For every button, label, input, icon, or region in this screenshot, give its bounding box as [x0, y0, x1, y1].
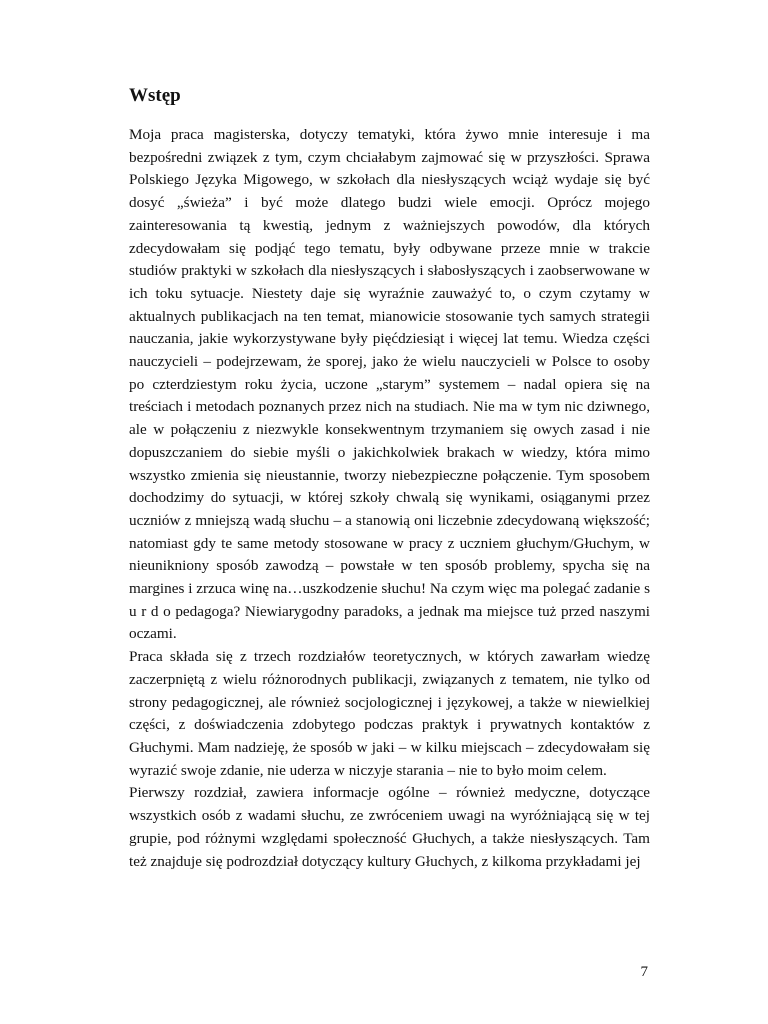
paragraph-2: Praca składa się z trzech rozdziałów teoretycznych, w których zawarłam wiedzę zaczerpniętą z wielu różnorodnych publikacji, związanych z tematem, nie tylko od strony pedagogicznej, ale również socjologicznej i językowej, a także w niewielkiej części, z doświadczenia zdobytego podczas praktyk i prywatnych kontaktów z Głuchymi. Mam nadzieję, że sposób w jaki – w kilku miejscach – zdecydowałam się wyrazić swoje zdanie, nie uderza w niczyje starania – nie to było moim celem.	[129, 648, 650, 779]
page-heading: Wstęp	[129, 85, 181, 106]
paragraph-1: Moja praca magisterska, dotyczy tematyki, która żywo mnie interesuje i ma bezpośredni związek z tym, czym chciałabym zajmować się w przyszłości. Sprawa Polskiego Języka Migowego, w szkołach dla niesłyszących wciąż wydaje się być dosyć „świeża” i być może dlatego budzi wiele emocji. Oprócz mojego zainteresowania tą kwestią, jednym z ważniejszych powodów, dla których zdecydowałam się podjąć tego tematu, były odbywane przeze mnie w trakcie studiów praktyki w szkołach dla niesłyszących i słabosłyszących i zaobserwowane w ich toku sytuacje. Niestety daje się wyraźnie zauważyć to, o czym czytamy w aktualnych publikacjach na ten temat, mianowicie stosowanie tych samych strategii nauczania, jakie wykorzystywane były pięćdziesiąt i więcej lat temu. Wiedza części nauczycieli – podejrzewam, że sporej, jako że wielu nauczycieli w Polsce to osoby po czterdziestym roku życia, uczone „starym” systemem – nadal opiera się na treściach i metodach poznanych przez nich na studiach. Nie ma w tym nic dziwnego, ale w połączeniu z niezwykle konsekwentnym trzymaniem się owych zasad i nie dopuszczaniem do siebie myśli o jakichkolwiek brakach w wiedzy, która mimo wszystko zmienia się nieustannie, tworzy niebezpieczne połączenie. Tym sposobem dochodzimy do sytuacji, w której szkoły chwalą się wynikami, osiąganymi przez uczniów z mniejszą wadą słuchu – a stanowią oni liczebnie zdecydowaną większość; natomiast gdy te same metody stosowane w pracy z uczniem głuchym/Głuchym, w nieunikniony sposób zawodzą – powstałe w ten sposób problemy, spycha się na margines i zrzuca winę na…uszkodzenie słuchu! Na czym więc ma polegać zadanie s u r d o pedagoga? Niewiarygodny paradoks, a jednak ma miejsce tuż przed naszymi oczami.	[129, 126, 650, 643]
body-text	[129, 124, 650, 873]
paragraph-3: Pierwszy rozdział, zawiera informacje ogólne – również medyczne, dotyczące wszystkich osób z wadami słuchu, ze zwróceniem uwagi na wyróżniającą się w tej grupie, pod różnymi względami społeczność Głuchych, a także niesłyszących. Tam też znajduje się podrozdział dotyczący kultury Głuchych, z kilkoma przykładami jej	[129, 784, 650, 870]
page-number: 7	[640, 964, 648, 980]
